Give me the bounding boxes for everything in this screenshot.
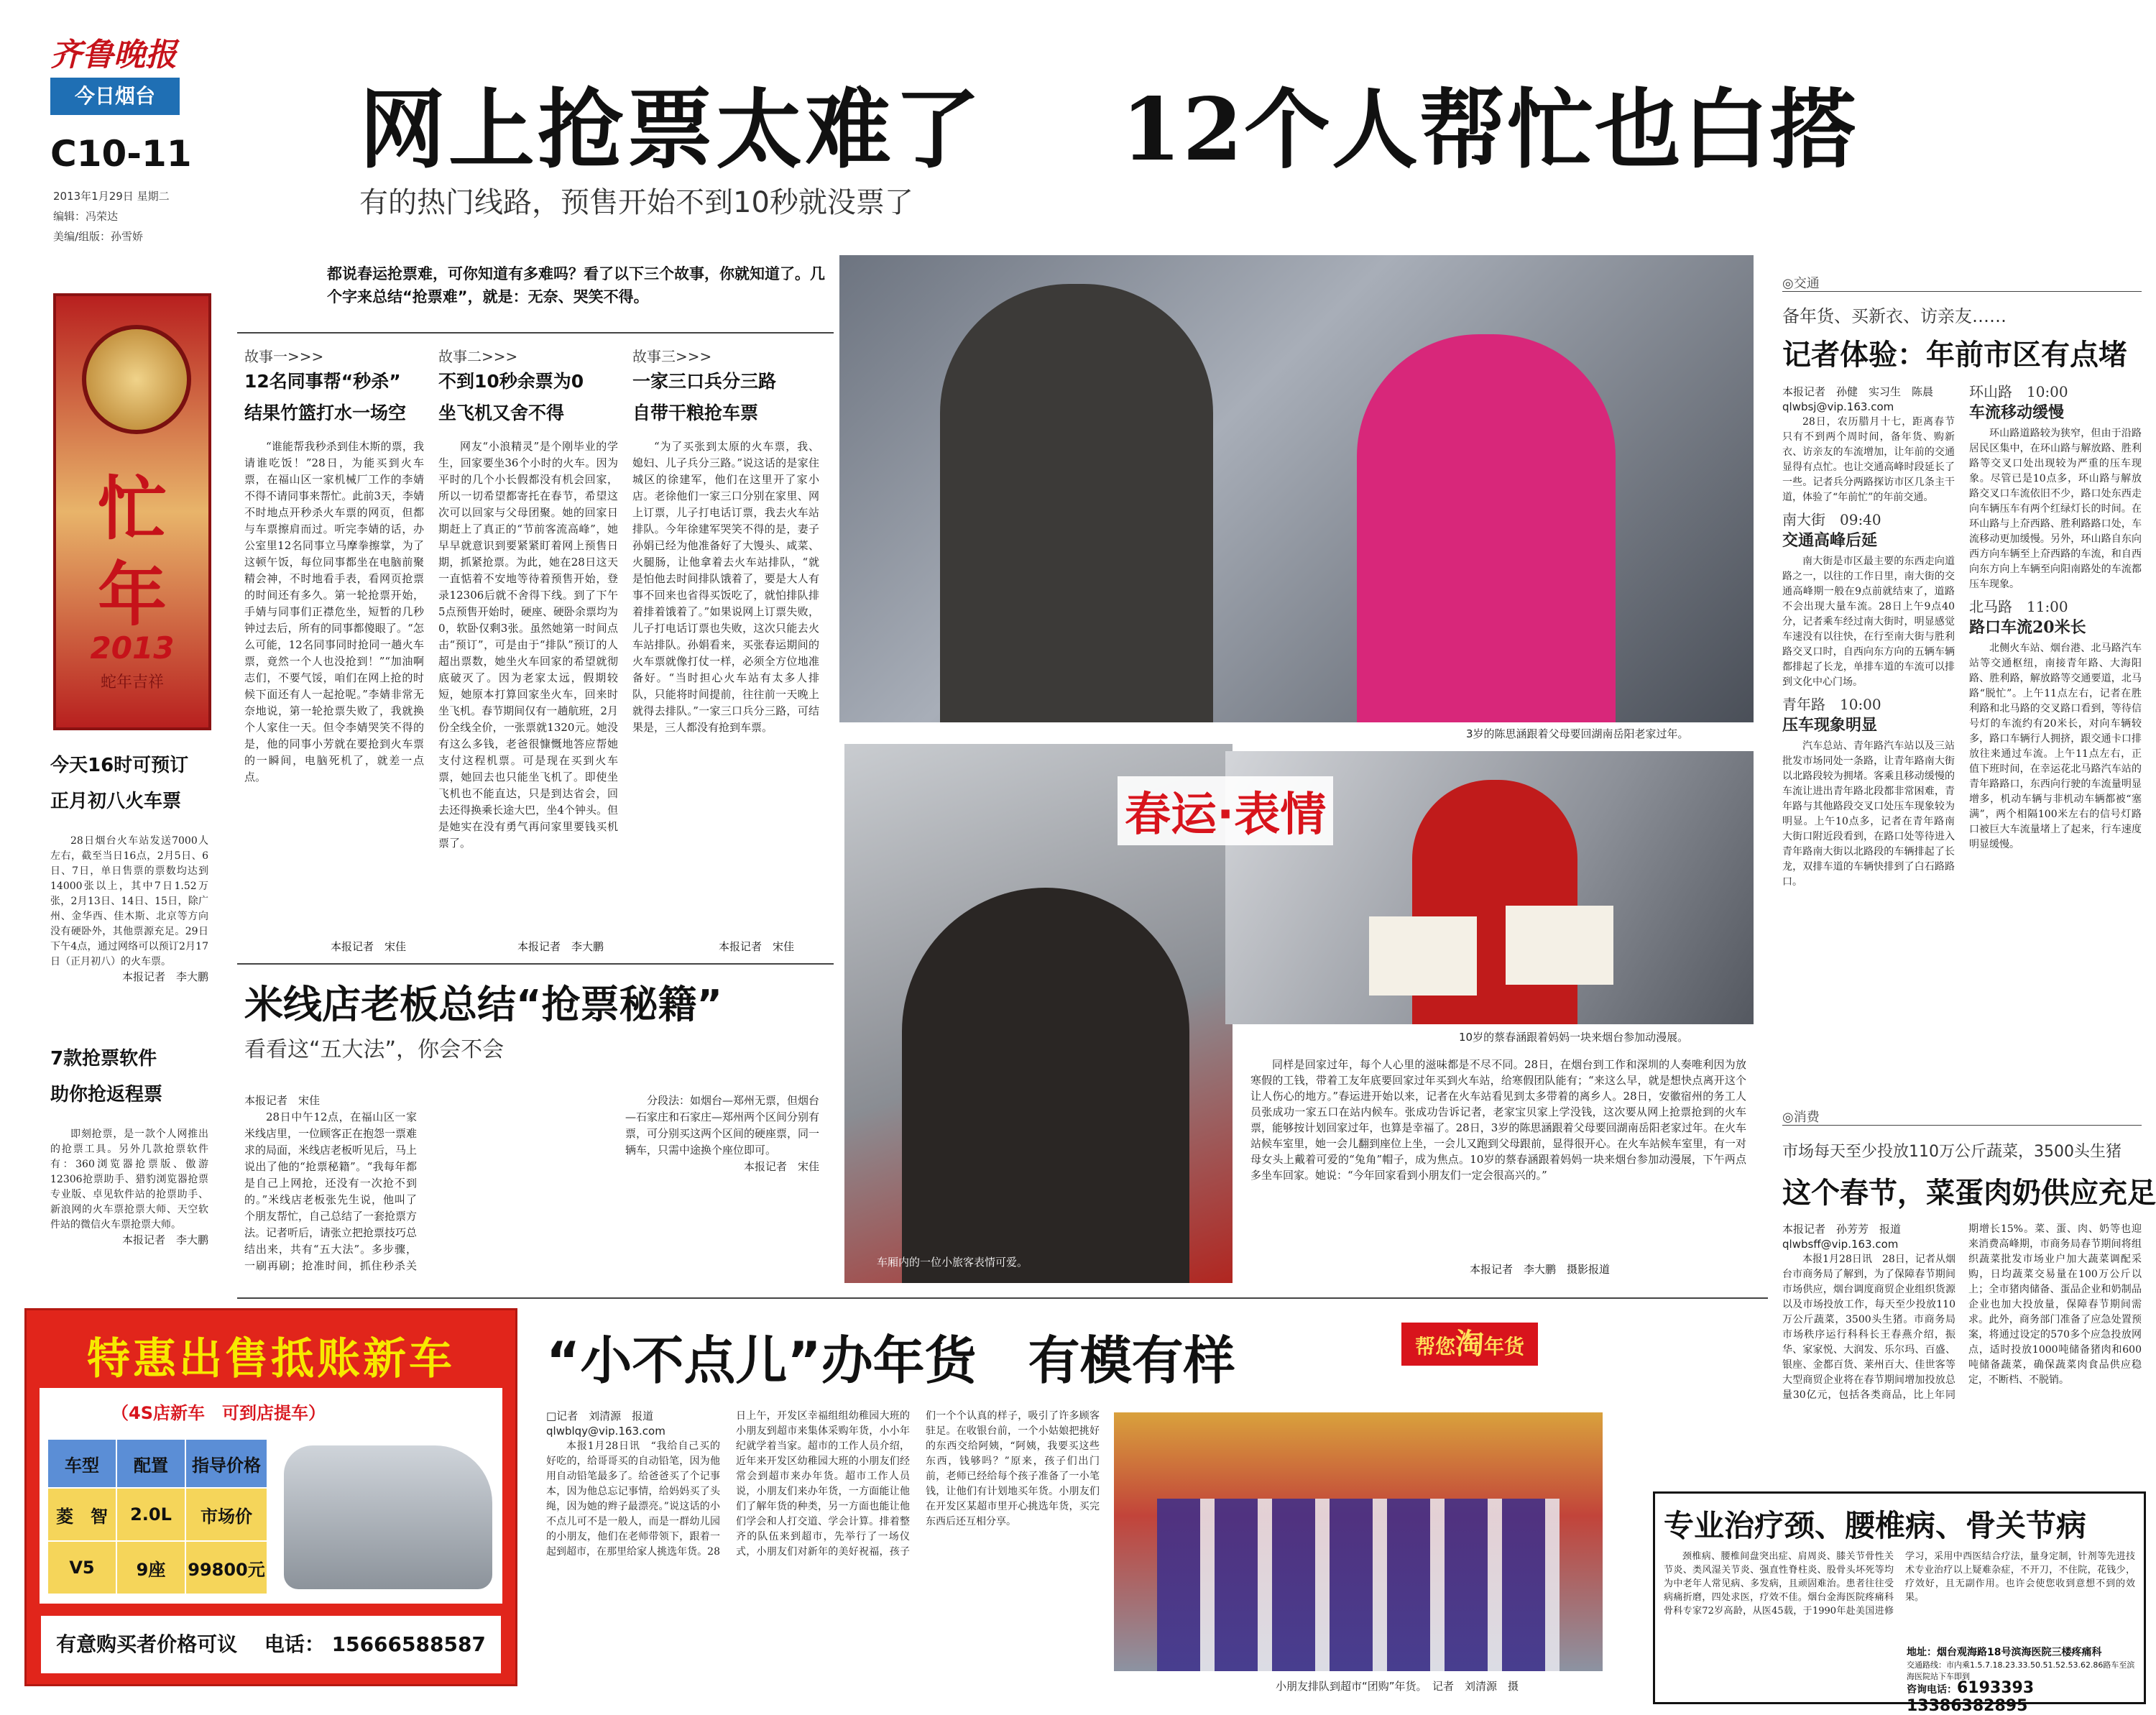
traffic-seg1-time: 南大街 09:40 [1782,511,1881,528]
traffic-seg3-body: 环山路道路较为狭窄，但由于沿路居民区集中，在环山路与解放路、胜利路等交叉口处出现较为严重的压车现象。尽管已是10点多，环山路与解放路交叉口车流依旧不少，路口处东西走向车辆压车有两个红绿灯长的时间。在环山路与上夼西路、胜利路路口处，车流移动更加缓慢。另外，环山路自东向西方向车辆至上夼西路的车流，和自西向东方向上车辆至向阳南路处的车流都压车现象。 [1969,428,2142,590]
story-2-title-line1: 不到10秒余票为0 [438,371,584,392]
car-ad-title: 特惠出售抵账新车 [87,1334,455,1384]
rice-story-byline-2: 本报记者 宋佳 [743,1160,819,1173]
rice-story-col3 [625,1093,819,1272]
rice-story-text-2: 分段法：如烟台—郑州无票，但烟台—石家庄和石家庄—郑州两个区间分别有票，可分别买这两个区间的硬座票，同一辆车，只需中途换个座位即可。 [625,1094,819,1157]
spec-price-label: 市场价 [185,1488,267,1541]
photo-top-caption: 3岁的陈思涵跟着父母要回湖南岳阳老家过年。 [1466,727,1689,740]
consumption-text: 本报1月28日讯 28日，记者从烟台市商务局了解到，为了保障春节期间市场供应，烟台调度商贸企业组织货源以及市场投放工作，每天至少投放110万公斤蔬菜，3500头生猪。市商务局市场秩序运行科科长王春燕介绍，振华、家家悦、大润发、乐尔玛、百盛、银座、金都百货、莱州百大、佳世客等大型商贸企业将在春节期间增加投放总量30亿元，包括各类商品，比上年同期增长15%。菜、蛋、肉、奶等也迎来消费高峰期，市商务局春节期间将组织蔬菜批发市场业户加大蔬菜调配采购，日均蔬菜交易量在100万公斤以上；全市猪肉储备、蛋品企业和奶制品企业也加大投放量，保障春节期间需求。此外，商务部门准备了应急处置预案，将通过设定的570多个应急投放网点，适时投放1000吨储备猪肉和600吨储备蔬菜，确保蔬菜肉食品供应稳定，不断档、不脱销。 [1782,1223,2142,1401]
consumption-rule [1782,1125,2142,1126]
spec-seats: 9座 [116,1541,185,1594]
spec-header-config: 配置 [116,1439,185,1488]
brief-2-title-line2: 助你抢返程票 [50,1084,163,1105]
bottom-photo-caption: 小朋友排队到超市“团购”年货。 记者 刘清源 摄 [1276,1680,1519,1693]
car-ad-subtitle: （4S店新车 可到店提车） [111,1403,326,1423]
section-badge: 今日烟台 [50,78,180,115]
calendar-motto: 蛇年吉祥 [100,673,164,691]
calendar-char-1: 忙 [98,468,167,549]
car-ad-panel [40,1388,502,1604]
badge-text-3: 年货 [1484,1335,1525,1358]
brief-2-title [50,1041,162,1113]
traffic-title: 记者体验：年前市区有点堵 [1782,339,2127,372]
spec-header-model: 车型 [47,1439,116,1488]
car-ad [24,1308,517,1686]
traffic-seg4-title: 路口车流20米长 [1969,618,2086,637]
bottom-story-title: “小不点儿”办年货 有模有样 [546,1330,1235,1391]
story-2-text: 网友“小浪精灵”是个刚毕业的学生，回家要坐36个小时的火车。因为平时的几个小长假都没有机会回家，所以一切希望都寄托在春节，希望这次可以回家与父母团聚。她的回家日期赶上了真正的“节前客流高峰”，她早早就意识到要紧紧盯着网上预售日期，抓紧抢票。为此，她在28日这天一直惦着不安地等待着预售开始，登录12306后就不舍得下线。到了下午5点预售开始时，硬座、硬卧余票均为0，软卧仅剩3张。虽然她第一时间点击“预订”，可是由于“排队”预订的人超出票数，她坐火车回家的希望就彻底破灭了。因为老家太远，假期较短，她原本打算回家坐火车，回来时坐飞机。春节期间仅有一趟航班，2月份全线全价，一张票就1320元。她没有这么多钱，老爸很慷慨地答应帮她支付这程机票。可是现在买到火车票，她回去也只能坐飞机了。即使坐飞机也不能直达，只是到达省会，回去还得换乘长途大巴，坐4个钟头。但是她实在没有勇气再问家里要钱买机票了。 [438,440,618,850]
clinic-ad-phone: 6193393 13386382895 [1907,1679,2035,1715]
story-3-byline: 本报记者 宋佳 [719,940,795,953]
traffic-seg3-time: 环山路 10:00 [1969,385,2068,400]
story-2-header [438,345,618,429]
issue-date: 2013年1月29日 星期二 [53,190,170,203]
traffic-seg2-title: 压车现象明显 [1782,716,1878,735]
rice-story-text: 28日中午12点，在福山区一家米线店里，一位顾客正在抱怨一票难求的局面，米线店老板听见后，马上说出了他的“抢票秘籍”。“我每年都是自己上网抢，还没有一次抢不到的。”米线店老板张先生说，他叫了个朋友帮忙，自己总结了一套抢票方法。记者听后，请张立把抢票技巧总结出来，共有“五大法”。多步骤，一刷再刷；抢准时间，抓住秒杀关 [244,1111,417,1272]
brief-1-text: 28日烟台火车站发送7000人左右，截至当日16点，2月5日、6日、7日，单日售票的票数均达到14000张以上，其中7日1.52万张，2月13日、14日、15日，除广州、金华西、佳木斯、北京等方向没有硬卧外，其他票源充足。29日下午4点，通过网络可以预订2月17日（正月初八）的火车票。 [50,835,208,967]
car-ad-phone: 15666588587 [331,1632,486,1656]
sub-headline: 有的热门线路，预售开始不到10秒就没票了 [359,186,913,219]
photo-feature-text [1250,1057,1746,1251]
intro-rule [237,332,834,334]
clinic-ad-title: 专业治疗颈、腰椎病、骨关节病 [1664,1508,2087,1543]
spec-model-code: V5 [47,1541,116,1594]
shopping-badge [1401,1323,1538,1366]
main-headline-right: 12个人帮忙也白搭 [1121,79,1858,180]
car-ad-spec-table [47,1438,268,1595]
story-3-title-line1: 一家三口兵分三路 [632,371,777,392]
traffic-label-text: ◎交通 [1782,276,1820,291]
clinic-ad-phone-label: 咨询电话： [1907,1684,1957,1696]
story-2-title-line2: 坐飞机又舍不得 [438,403,565,423]
calendar-year: 2013 [90,630,175,666]
consumption-kicker: 市场每天至少投放110万公斤蔬菜，3500头生猪 [1782,1143,2122,1161]
bottom-rule [237,1297,1768,1299]
traffic-label [1782,273,1820,292]
photo-feature-body: 同样是回家过年，每个人心里的滋味都是不尽不同。28日，在烟台到工作和深圳的人奏唯利因为放寒假的工钱，带着工友年底要回家过年买到火车站，给寒假团队能有；“来这么早，就是想快点离开这个让人伤心的地方。”春运进开始以来，记者在火车站看见到太多带着的离乡人。28日，安徽宿州的务工人员张成功一家五口在站内候车。张成功告诉记者，老家宝贝家上学没钱，这次要从网上抢票抢到的火车票，能够按计划回家过年，也算是幸福了。28日，3岁的陈思涵跟着父母要回湖南岳阳老家过年。在火车站候车室里，她一会儿翻到座位上坐，一会儿又跑到父母跟前，显得很开心。在火车站候车室里，有一对母女头上戴着可爱的“兔角”帽子，成为焦点。10岁的蔡春涵跟着妈妈一块来烟台参加动漫展，下午两点多坐车回家。她说：“今年回家看到小朋友们一定会很高兴的。” [1250,1058,1746,1182]
photo-feature-byline: 本报记者 李大鹏 摄影报道 [1470,1263,1611,1276]
brief-1-title-line1: 今天16时可预订 [50,755,189,776]
photo-figure-girl [1357,334,1616,722]
bottom-story-text: 本报1月28日讯 “我给自己买的好吃的，给哥哥买的自动铅笔，因为他用自动铅笔最多了。给爸爸买了个记事本，因为他总忘记事情，给妈妈买了头绳，因为她的辫子最漂亮。”说这话的小不点儿可不是一般人，而是一群幼儿园的小朋友，他们在老师带领下，跟着一起到超市，在那里给家人挑选年货。28日上午，开发区幸福组组幼稚园大班的小朋友到超市来集体采购年货，小小年纪就学着当家。超市的工作人员介绍，近年来开发区幼稚园大班的小朋友们经常会到超市来办年货。超市工作人员说，小朋友们来办年货，一方面能让他们了解年货的种类，另一方面也能让他们学会和人打交道、学会计算。排着整齐的队伍来到超市，先举行了一场仪式，小朋友们对新年的美好祝福，孩子们一个个认真的样子，吸引了许多顾客驻足。在收银台前，一个小姑娘把挑好的东西交给阿姨，“阿姨，我要买这些东西，钱够吗？”原来，孩子们出门前，老师已经给每个孩子准备了一小笔钱，让他们有计划地买年货。小朋友们在开发区某超市里开心挑选年货，买完东西后还互相分享。 [546,1410,1100,1558]
intro-blurb: 都说春运抢票难，可你知道有多难吗？看了以下三个故事，你就知道了。几个字来总结“抢票难”，就是：无奈、哭笑不得。 [327,265,825,305]
badge-text-2: 淘 [1455,1328,1484,1361]
photo-kids-row [1157,1499,1560,1671]
clinic-ad-bus: 交通路线：市内乘1.5.7.18.23.33.50.51.52.53.62.86路车至滨海医院站下车即到 [1907,1660,2135,1681]
photo-figure-boy [902,888,1189,1283]
car-image [284,1445,492,1589]
consumption-label-text: ◎消费 [1782,1110,1820,1125]
main-headline-left: 网上抢票太难了 [359,79,983,180]
spec-header-price: 指导价格 [185,1439,267,1488]
brief-1-title-line2: 正月初八火车票 [50,791,182,812]
story-2-byline: 本报记者 李大鹏 [517,940,604,953]
car-ad-phone-label: 电话： [264,1632,325,1656]
traffic-seg4-body: 北侧火车站、烟台港、北马路汽车站等交通枢纽，南接青年路、大海阳路、胜利路，解放路等交通要道，北马路“脱忙”。上午11点左右，记者在胜利路和北马路的交叉路口看到，等待信号灯的车流约有20米长，对向车辆较多，路口车辆行人拥挤，跟交通卡口排放往来通过车流。上午11点左右，正值下班时间，在幸运花北马路汽车站的青年路路口，东西向行驶的车流量明显增多，机动车辆与非机动车辆都被“塞满”，两个相隔100米左右的信号灯路口被巨大车流量堵上了起来，行车速度明显缓慢。 [1969,643,2142,850]
photo-right-caption: 10岁的蔡春涵跟着妈妈一块来烟台参加动漫展。 [1459,1031,1689,1044]
story-3-text: “为了买张到太原的火车票，我、媳妇、儿子兵分三路。”说这话的是家住城区的徐建军，他们在这里开了家小店。老徐他们一家三口分别在家里、网上订票，儿子打电话订票，我去火车站排队。今年徐建军哭笑不得的是，妻子孙娟已经为他准备好了大馒头、咸菜、火腿肠，让他拿着去火车站排队，“就是怕他去时间排队饿着了，要是大人有事不回来也省得买饭吃了，就怕排队排着排着饿着了。”如果说网上订票失败，儿子打电话订票也失败，这次只能去火车站排队。孙娟看来，买张春运期间的火车票就像打仗一样，必须全方位地准备好。“当时担心火车站有太多人排队，只能将时间提前，往往前一天晚上就得去排队。”一家三口兵分三路，可结果是，三人都没有抢到车票。 [632,440,819,734]
brief-1-body [50,834,208,985]
rice-story-rule [237,963,834,965]
spec-engine: 2.0L [116,1488,185,1541]
traffic-email: qlwbsj@vip.163.com [1782,400,1894,413]
spec-price: 99800元 [185,1541,267,1594]
traffic-seg2-body: 汽车总站、青年路汽车站以及三站批发市场同处一条路，让青年路南大街以北路段较为拥堵。客乘且移动缓慢的车流让进出青年路北段都非常困难，青年路与其他路段交叉口处压车现象较为明显。上午10点多，记者在青年路南大街口附近段看到，在路口处等待进入青年路南大街以北路段的车辆排起了长龙，双排车道的车辆快排到了白石路路口。 [1782,740,1955,888]
traffic-seg2-time: 青年路 10:00 [1782,696,1881,713]
car-ad-footer [41,1616,501,1673]
story-3-body [632,438,819,934]
clinic-ad [1653,1491,2146,1715]
traffic-intro: 28日，农历腊月十七，距离春节只有不到两个周时间，备年货、购新衣、访亲友的车流增加，让年前的交通显得有点忙。也让交通高峰时段延长了一些。记者兵分两路探访市区几条主干道，体验了“年前忙”的年前交通。 [1782,416,1955,503]
paper-logo: 齐鲁晚报 [50,37,177,73]
bottom-story-body [546,1409,1100,1693]
bottom-story-byline: □记者 刘清源 报道 [546,1410,654,1422]
story-3-header [632,345,819,429]
story-1-title-line1: 12名同事帮“秒杀” [244,371,401,392]
traffic-kicker: 备年货、买新衣、访亲友…… [1782,306,2007,326]
consumption-email: qlwbsff@vip.163.com [1782,1238,1899,1251]
snake-emblem-icon [82,325,191,434]
photo-father-daughter [839,255,1754,722]
clinic-ad-text: 颈椎病、腰椎间盘突出症、肩周炎、膝关节骨性关节炎、类风湿关节炎、强直性脊柱炎、股骨头坏死等均为中老年人常见病、多发病，且顽固难治。患者往往受病痛折磨，四处求医，疗效不佳。烟台金海医院疼痛科骨科专家72岁高龄，从医45载，于1990年赴美国进修学习，采用中西医结合疗法，量身定制，针剂等先进技术专业治疗以上疑难杂症，不开刀，不住院，花钱少，疗效好，且无副作用。也许会使您收到意想不到的效果。 [1664,1551,2135,1617]
traffic-seg4-time: 北马路 11:00 [1969,598,2068,615]
brief-2-body [50,1127,208,1248]
photo-drawing-left [1369,916,1477,996]
new-year-calendar [53,293,211,730]
bottom-story-email: qlwblqy@vip.163.com [546,1425,665,1438]
traffic-seg1-body: 南大街是市区最主要的东西走向道路之一，以往的工作日里，南大街的交通高峰期一般在9点前就结束了，道路不会出现大量车流。28日上午9点40分，记者乘车经过南大街时，明显感觉车速没有以往快，在行至南大街与胜利路交叉口时，自西向东方向的五辆车辆都排起了长龙，单排车道的车流可以排到文化中心门场。 [1782,556,1955,688]
editor-credit: 编辑：冯荣达 [53,210,119,223]
traffic-seg1-title: 交通高峰后延 [1782,531,1878,550]
feature-overlay-title: 春运·表情 [1118,776,1333,845]
photo-left-caption: 车厢内的一位小旅客表情可爱。 [877,1256,1028,1269]
consumption-byline: 本报记者 孙芳芳 报道 [1782,1223,1902,1236]
story-1-title-line2: 结果竹篮打水一场空 [244,403,407,423]
photo-kids-supermarket [1114,1412,1603,1671]
clinic-ad-address: 地址：烟台观海路18号滨海医院三楼疼痛科 [1907,1647,2102,1658]
brief-2-title-line1: 7款抢票软件 [50,1048,157,1070]
clinic-ad-phone-row [1907,1679,2144,1715]
story-1-text: “谁能帮我秒杀到佳木斯的票，我请谁吃饭！”28日，为能买到火车票，在福山区一家机械厂工作的李婧不得不请同事来帮忙。此前3天，李婧不时地点开秒杀火车票的网页，但都与车票擦肩而过。听完李婧的话，办公室里12名同事立马摩拳擦掌，为了这顿午饭，每位同事都坐在电脑前聚精会神，不时地看手表，看网页抢票的时间还有多久。第一轮抢票开始，手婧与同事们正襟危坐，短暂的几秒钟过去后，所有的同事都傻眼了。“怎么可能，12名同事同时抢同一趟火车票，竟然一个人也没抢到！”“加油啊志们，不要气馁，咱们在网上抢的时候下面还有人一起抢呢。”李婧非常无奈地说，第一轮抢票失败了，我就换个人家住一天。但令李婧哭笑不得的是，他的同事小芳就在要抢到火车票的一瞬间，电脑死机了，就差一点点。 [244,440,424,783]
story-3-tag: 故事三>>> [632,348,712,365]
story-2-tag: 故事二>>> [438,348,518,365]
brief-2-byline: 本报记者 李大鹏 [121,1233,208,1246]
story-1-body [244,438,424,934]
consumption-title: 这个春节，菜蛋肉奶供应充足 [1782,1177,2156,1210]
clinic-ad-body [1664,1550,2135,1643]
traffic-rule [1782,291,2142,292]
story-1-tag: 故事一>>> [244,348,324,365]
rice-story-col1 [244,1093,417,1272]
rice-story-byline: 本报记者 宋佳 [244,1094,321,1107]
traffic-seg3-title: 车流移动缓慢 [1969,403,2065,422]
car-ad-negotiable: 有意购买者价格可议 [56,1632,238,1656]
badge-text-1: 帮您 [1414,1335,1455,1358]
photo-drawing-right [1506,906,1613,985]
rice-story-title: 米线店老板总结“抢票秘籍” [244,982,722,1027]
traffic-col2 [1969,385,2142,1103]
photo-figure-man [940,284,1213,722]
rice-story-sub: 看看这“五大法”，你会不会 [244,1037,505,1062]
story-1-byline: 本报记者 宋佳 [331,940,407,953]
story-3-title-line2: 自带干粮抢车票 [632,403,759,423]
brief-1-title [50,748,188,819]
traffic-byline: 本报记者 孙健 实习生 陈晨 [1782,385,1934,398]
brief-1-byline: 本报记者 李大鹏 [121,970,208,983]
calendar-char-2: 年 [98,554,167,635]
designer-credit: 美编/组版：孙雪娇 [53,230,144,243]
traffic-col1 [1782,385,1955,1103]
story-2-body [438,438,618,934]
story-1-header [244,345,424,429]
spec-model-name: 菱 智 [47,1488,116,1541]
brief-2-text: 即刻抢票，是一款个人网推出的抢票工具。另外几款抢票软件有：360浏览器抢票版、傲游12306抢票助手、猎豹浏览器抢票专业版、卓见软件站的抢票助手、新浪网的火车票抢票大师、天空软件站的微信火车票抢票大师。 [50,1128,208,1231]
consumption-label [1782,1107,1820,1126]
page-number: C10-11 [50,133,192,175]
